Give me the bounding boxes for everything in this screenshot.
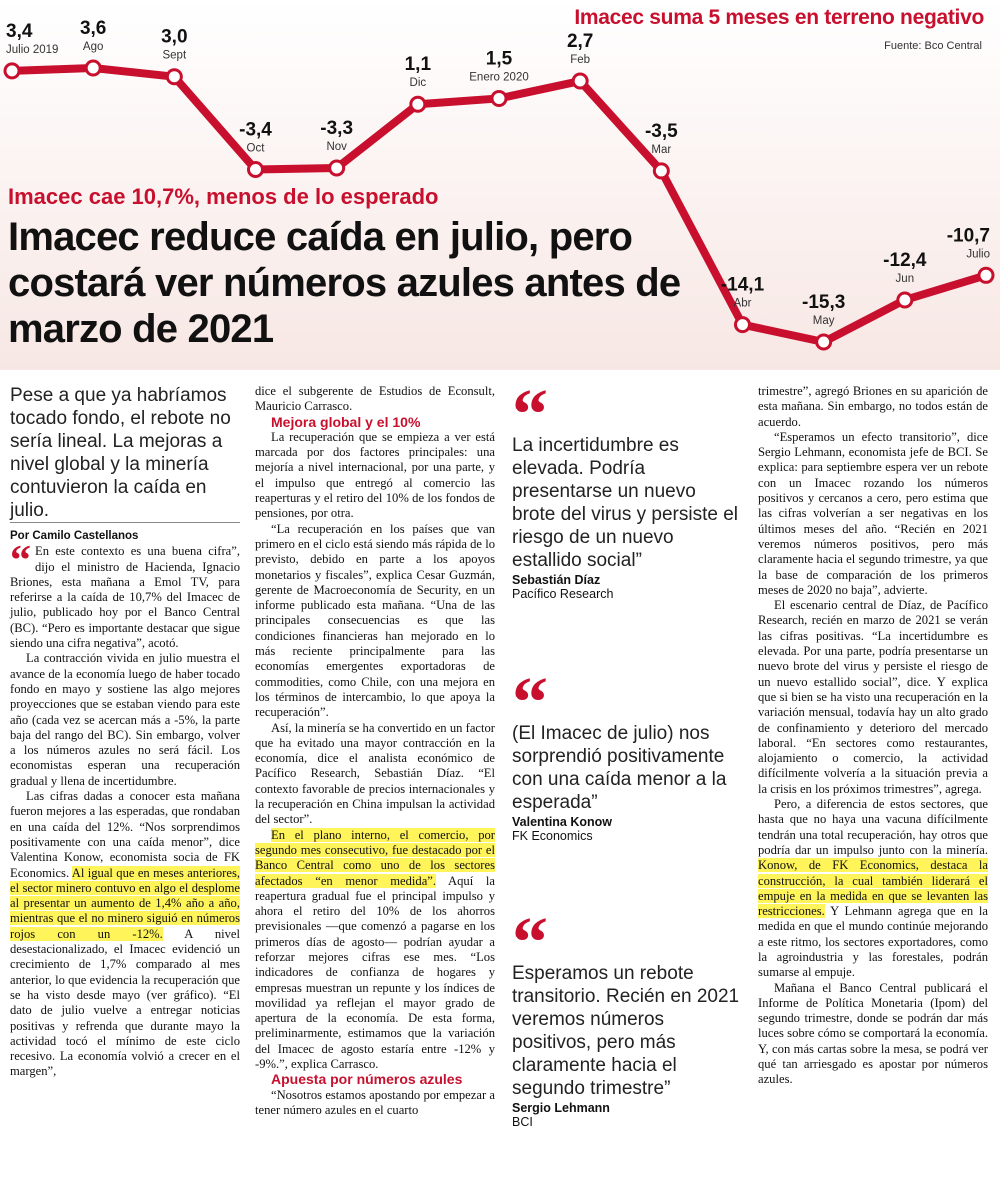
quote-organization: FK Economics: [512, 829, 593, 843]
month-label: Enero 2020: [469, 71, 529, 84]
quote-organization: BCI: [512, 1115, 533, 1129]
data-point: [573, 74, 587, 88]
month-label: Mar: [651, 143, 672, 156]
data-value-label: 2,7: [566, 31, 594, 53]
month-label: Oct: [246, 142, 265, 155]
data-value-label: -10,7: [946, 225, 990, 247]
data-point: [5, 64, 19, 78]
paragraph: La contracción vivida en julio muestra el avance de la economía luego de haber tocado fondo en mayo y sostiene las algo mejores proyecciones que se estaban viendo para este año (cada vez se acercan más a -5%, la parte baja del rango del BC). Sin embargo, volver a los números azules no será fácil. Los economistas esperan una recuperación gradual y llena de incertidumbre.: [10, 651, 240, 788]
data-value-label: -14,1: [720, 274, 765, 296]
quote-text: (El Imacec de julio) nos sorprendió positivamente con una caída menor a la esperada”: [512, 723, 727, 813]
subheading: Mejora global y el 10%: [271, 413, 421, 430]
paragraph: Pero, a diferencia de estos sectores, que hasta que no haya una vacuna difícilmente tendrán una total recuperación, hay otros que podría dar un impulso junto con la minería. Konow, de FK Economics, destaca la construcción, la cual también liderará el empuje en la medida en que se levanten las restricciones. Y Lehmann agrega que en la medida en que el mundo continúe mejorando a este ritmo, los sectores exportadores, como la agroindustria y las forestales, podrán sumarse al empuje.: [758, 797, 988, 980]
data-point: [411, 97, 425, 111]
subheading: Apuesta por números azules: [271, 1071, 463, 1088]
data-point: [654, 164, 668, 178]
data-value-label: 1,1: [404, 54, 432, 76]
chart-title: Imacec suma 5 meses en terreno negativo: [574, 6, 984, 29]
quote-author: Valentina Konow: [512, 815, 613, 829]
paragraph: “ En este contexto es una buena cifra”, dijo el ministro de Hacienda, Ignacio Briones, esta mañana a Emol TV, para referirse a la caída de 10,7% del Imacec de julio, publicado hoy por el Banco Central (BC). “Pero es importante destacar que sigue siendo una cifra negativa”, acotó.: [10, 538, 240, 651]
paragraph: Mañana el Banco Central publicará el Informe de Política Monetaria (Ipom) del segundo trimestre, donde se podrán dar más luces sobre cómo se comportará la economía. Y, con más cartas sobre la mesa, se podrá ver qué tan arriesgado es apostar por números azules.: [758, 980, 988, 1087]
article-column-1: [10, 384, 240, 1080]
quote-mark-icon: “: [512, 662, 548, 742]
paragraph: “Esperamos un efecto transitorio”, dice Sergio Lehmann, economista jefe de BCI. Se explica: para septiembre espera ver un rebote con un Imacec rozando los números positivos y cercanos a cero, pero estima que las cifras volverían a ser negativas en los últimos meses del año. “Recién en 2021 veremos números positivos, pero más claramente hacia el segundo trimestre, ya que la base de comparación de los primeros meses de 2020 no baja”, advierte.: [758, 429, 988, 597]
month-label: Dic: [409, 77, 427, 90]
month-label: Ago: [82, 41, 104, 53]
paragraph: El escenario central de Díaz, de Pacífico Research, recién en marzo de 2021 se verán las cifras positivas. “La incertidumbre es elevada. Por una parte, podría presentarse un nuevo brote del virus y persiste el riesgo de un nuevo estallido social”, dice. Y explica que si bien se ha visto una recuperación en la variación mensual, todavía hay un alto grado de confinamiento y deterioro del mercado laboral. “En sectores como restaurantes, alojamiento o comercio, la actividad difícilmente volvería a la situación previa a la crisis en los próximos trimestres”, agrega.: [758, 598, 988, 796]
data-value-label: 1,5: [485, 48, 513, 70]
paragraph: En el plano interno, el comercio, por segundo mes consecutivo, fue destacado por el Banco Central como uno de los sectores afectados “en menor medida”. Aquí la reapertura gradual fue el principal impulso y ahora el retiro del 10% de los ahorros previsionales —que comenzó a pagarse en los primeros días de agosto— podrían ayudar a reforzar mejores cifras ese mes. “Los indicadores de confianza de hogares y empresas muestran un repunte y los índices de movilidad ya reflejan el mayor grado de apertura de la economía. De esta forma, preliminarmente, estimamos que la variación del Imacec de agosto estaría entre -12% y -9%.”, explica Carrasco.: [255, 827, 495, 1072]
month-label: Nov: [326, 141, 347, 154]
article-lead: Pese a que ya habríamos tocado fondo, el rebote no sería lineal. La mejoras a nivel global y la minería contuvieron la caída en julio.: [10, 385, 231, 521]
data-point: [86, 61, 100, 75]
paragraph: trimestre”, agregó Briones en su aparición de esta mañana. Sin embargo, no todos están de acuerdo.: [758, 384, 988, 429]
paragraph: La recuperación que se empieza a ver está marcada por dos factores principales: una mejoría a nivel internacional, por una parte, y el impulso que entregó al comercio las reaperturas y el retiro del 10% de los fondos de pensiones, por otra.: [255, 429, 495, 521]
pull-quote: [512, 374, 742, 601]
quote-mark-icon: “: [512, 902, 548, 982]
month-label: Julio: [966, 248, 990, 261]
data-value-label: 3,6: [79, 18, 107, 39]
article-kicker: Imacec cae 10,7%, menos de lo esperado: [8, 184, 439, 209]
data-point: [979, 268, 993, 282]
article-headline: Imacec reduce caída en julio, pero costará ver números azules antes de marzo de 2021: [8, 215, 681, 351]
month-label: Julio 2019: [6, 43, 59, 56]
paragraph: Así, la minería se ha convertido en un factor que ha evitado una mayor contracción en la economía, dice el analista económico de Pacífico Research, Sebastián Díaz. “El contexto favorable de precios internacionales y la recuperación en China impulsan la actividad del sector”.: [255, 720, 495, 827]
month-label: Feb: [570, 54, 591, 67]
byline-rule: [10, 522, 240, 523]
quote-organization: Pacífico Research: [512, 587, 614, 601]
quote-text: Esperamos un rebote transitorio. Recién en 2021 veremos números positivos, pero más claramente hacia el segundo trimestre”: [512, 963, 740, 1099]
data-value-label: 3,4: [6, 20, 33, 42]
paragraph: Las cifras dadas a conocer esta mañana fueron mejores a las esperadas, que rondaban en una caída del 12%. “Nos sorprendimos positivamente con una caída menor”, dice Valentina Konow, economista socia de FK Economics. Al igual que en meses anteriores, el sector minero contuvo en algo el desplome al presentar un aumento de 1,4% año a año, mientras que el no minero siguió en números rojos con un -12%. A nivel desestacionalizado, el Imacec evidenció un crecimiento de 1,7% comparado al mes anterior, lo que evidencia la recuperación que se ha visto desde mayo (ver gráfico). “El dato de julio vuelve a entregar noticias positivas y refrenda que durante mayo la actividad tocó el mínimo de este ciclo recesivo. La economía volvió a crecer en el margen”,: [10, 789, 240, 1079]
data-value-label: -12,4: [883, 249, 927, 271]
data-point: [817, 335, 831, 349]
highlighted-text: Konow, de FK Economics, destaca la construcción, la cual también liderará el empuje en la medida en que se levanten las restricciones.: [758, 858, 988, 919]
data-value-label: -3,5: [644, 120, 678, 142]
quote-text: La incertidumbre es elevada. Podría presentarse un nuevo brote del virus y persiste el riesgo de un nuevo estallido social”: [512, 435, 738, 571]
month-label: Sept: [162, 49, 187, 62]
quote-author: Sergio Lehmann: [512, 1101, 610, 1115]
data-point: [898, 293, 912, 307]
month-label: May: [812, 315, 835, 327]
data-point: [167, 70, 181, 84]
article-byline: Por Camilo Castellanos: [10, 530, 139, 542]
pull-quote: [512, 662, 742, 843]
paragraph: dice el subgerente de Estudios de Econsult, Mauricio Carrasco.: [255, 384, 495, 414]
data-value-label: -3,4: [239, 119, 272, 141]
data-point: [736, 318, 750, 332]
data-value-label: -3,3: [320, 118, 354, 140]
pull-quote: [512, 902, 742, 1129]
month-label: Jun: [895, 272, 915, 285]
quote-author: Sebastián Díaz: [512, 573, 601, 587]
chart-source: Fuente: Bco Central: [884, 40, 982, 52]
month-label: Abr: [733, 297, 752, 310]
data-value-label: 3,0: [161, 26, 188, 48]
data-point: [330, 161, 344, 175]
data-value-label: -15,3: [802, 292, 846, 313]
data-point: [249, 162, 263, 176]
quote-mark-icon: “: [512, 374, 548, 454]
opening-quote-icon: “: [10, 538, 31, 585]
article-column-4: [758, 384, 988, 1088]
article-column-2: [255, 384, 495, 1118]
highlighted-text: En el plano interno, el comercio, por segundo mes consecutivo, fue destacado por el Banco Central como uno de los sectores afectados “en menor medida”.: [255, 827, 495, 888]
data-point: [492, 91, 506, 105]
paragraph: “La recuperación en los países que van primero en el ciclo está siendo más rápida de lo previsto, debido en parte a los apoyos monetarios y fiscales”, explica Cesar Guzmán, gerente de Macroeconomía de Security, en un informe publicado esta mañana. “Una de las principales consecuencias es que las condiciones financieras han mejorado en lo más reciente principalmente para las economías emergentes exportadoras de commodities, como Chile, con una mejora en los términos de intercambio, lo que apoya la recuperación”.: [255, 521, 495, 720]
paragraph: “Nosotros estamos apostando por empezar a tener número azules en el cuarto: [255, 1087, 495, 1117]
highlighted-text: Al igual que en meses anteriores, el sector minero contuvo en algo el desplome al presentar un aumento de 1,4% año a año, mientras que el no minero siguió en números rojos con un -12%.: [10, 865, 240, 941]
